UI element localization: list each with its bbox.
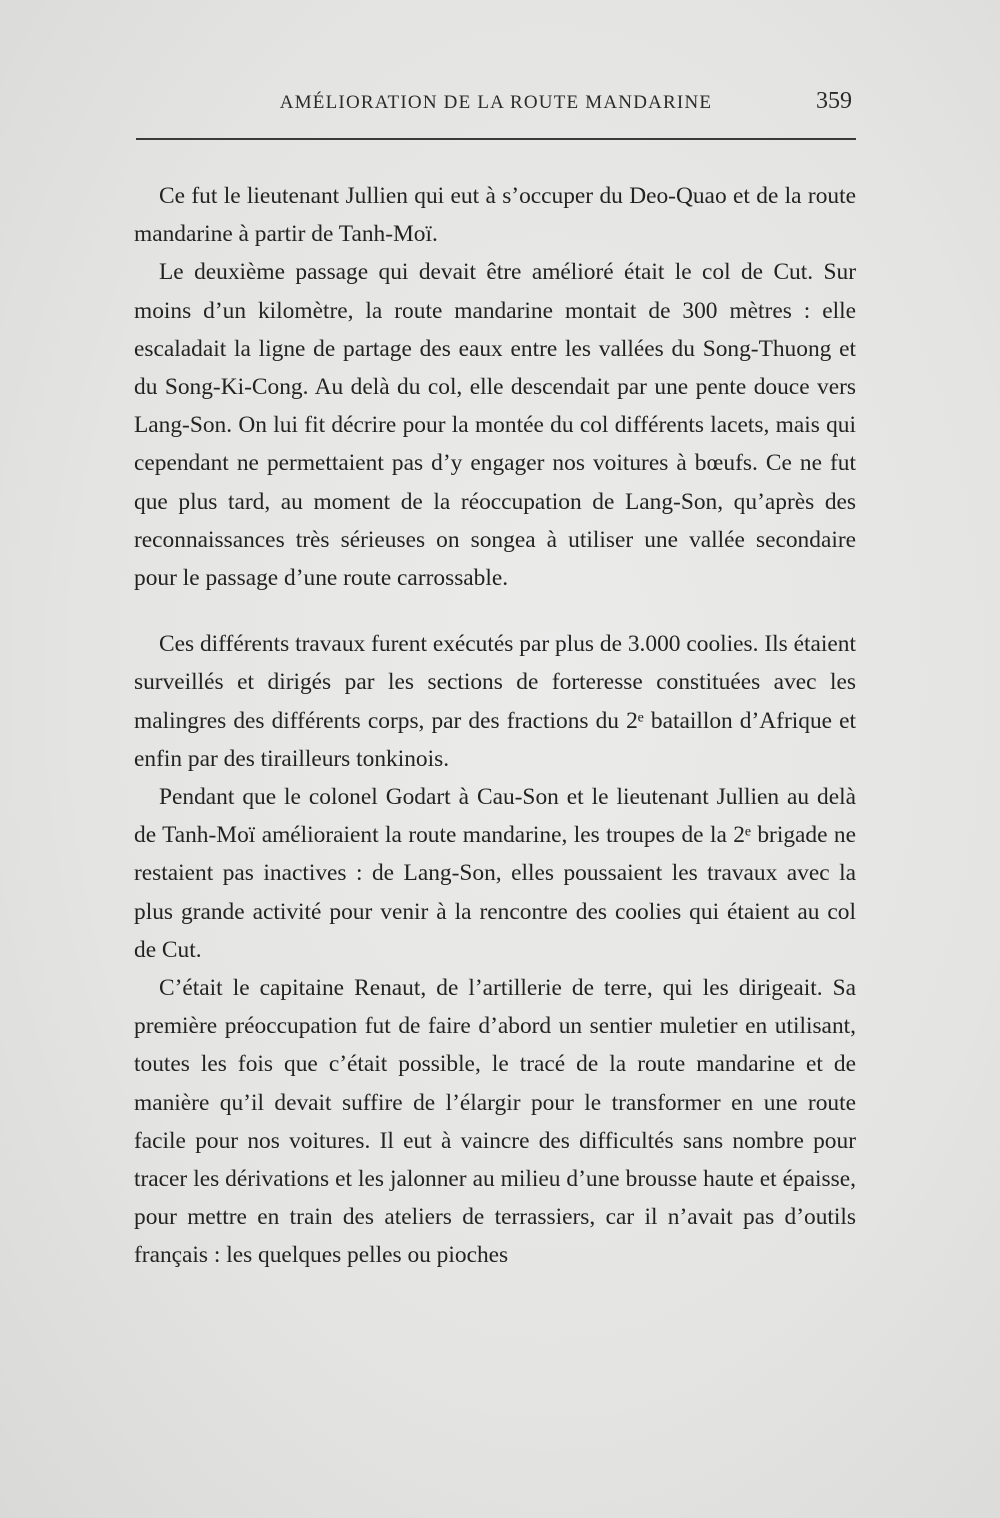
page-number: 359 [816, 88, 852, 114]
running-head [136, 88, 856, 124]
paragraph-5: C’était le capitaine Renaut, de l’artillerie de terre, qui les dirigeait. Sa première préoccupation fut de faire d’abord un sentier muletier en utilisant, toutes les fois que c’était possible, le tracé de la route mandarine et de manière qu’il devait suffire de l’élargir pour le transformer en une route facile pour nos voitures. Il eut à vaincre des difficultés sans nombre pour tracer les dérivations et les jalonner au milieu d’une brousse haute et épaisse, pour mettre en train des ateliers de terrassiers, car il n’avait pas d’outils français : les quelques pelles ou pioches [134, 975, 856, 1269]
header-rule [136, 138, 856, 140]
running-title: AMÉLIORATION DE LA ROUTE MANDARINE [279, 92, 713, 113]
paragraph-2: Le deuxième passage qui devait être amélioré était le col de Cut. Sur moins d’un kilomètre, la route mandarine montait de 300 mètres : elle escaladait la ligne de partage des eaux entre les vallées du Song-Thuong et du Song-Ki-Cong. Au delà du col, elle descendait par une pente douce vers Lang-Son. On lui fit décrire pour la montée du col différents lacets, mais qui cependant ne permettaient pas d’y engager nos voitures à bœufs. Ce ne fut que plus tard, au moment de la réoccupation de Lang-Son, qu’après des reconnaissances très sérieuses on songea à utiliser une vallée secondaire pour le passage d’une route carrossable. [134, 259, 856, 592]
body-text [134, 177, 856, 1275]
paragraph-3: Ces différents travaux furent exécutés par plus de 3.000 coolies. Ils étaient surveillés et dirigés par les sections de forteresse constituées avec les malingres des différents corps, par des fractions du 2ᵉ bataillon d’Afrique et enfin par des tirailleurs tonkinois. [134, 631, 856, 772]
paragraph-1: Ce fut le lieutenant Jullien qui eut à s’occuper du Deo-Quao et de la route mandarine à partir de Tanh-Moï. [134, 183, 856, 248]
paragraph-4: Pendant que le colonel Godart à Cau-Son et le lieutenant Jullien au delà de Tanh-Moï amélioraient la route mandarine, les troupes de la 2ᵉ brigade ne restaient pas inactives : de Lang-Son, elles poussaient les travaux avec la plus grande activité pour venir à la rencontre des coolies qui étaient au col de Cut. [134, 784, 856, 963]
